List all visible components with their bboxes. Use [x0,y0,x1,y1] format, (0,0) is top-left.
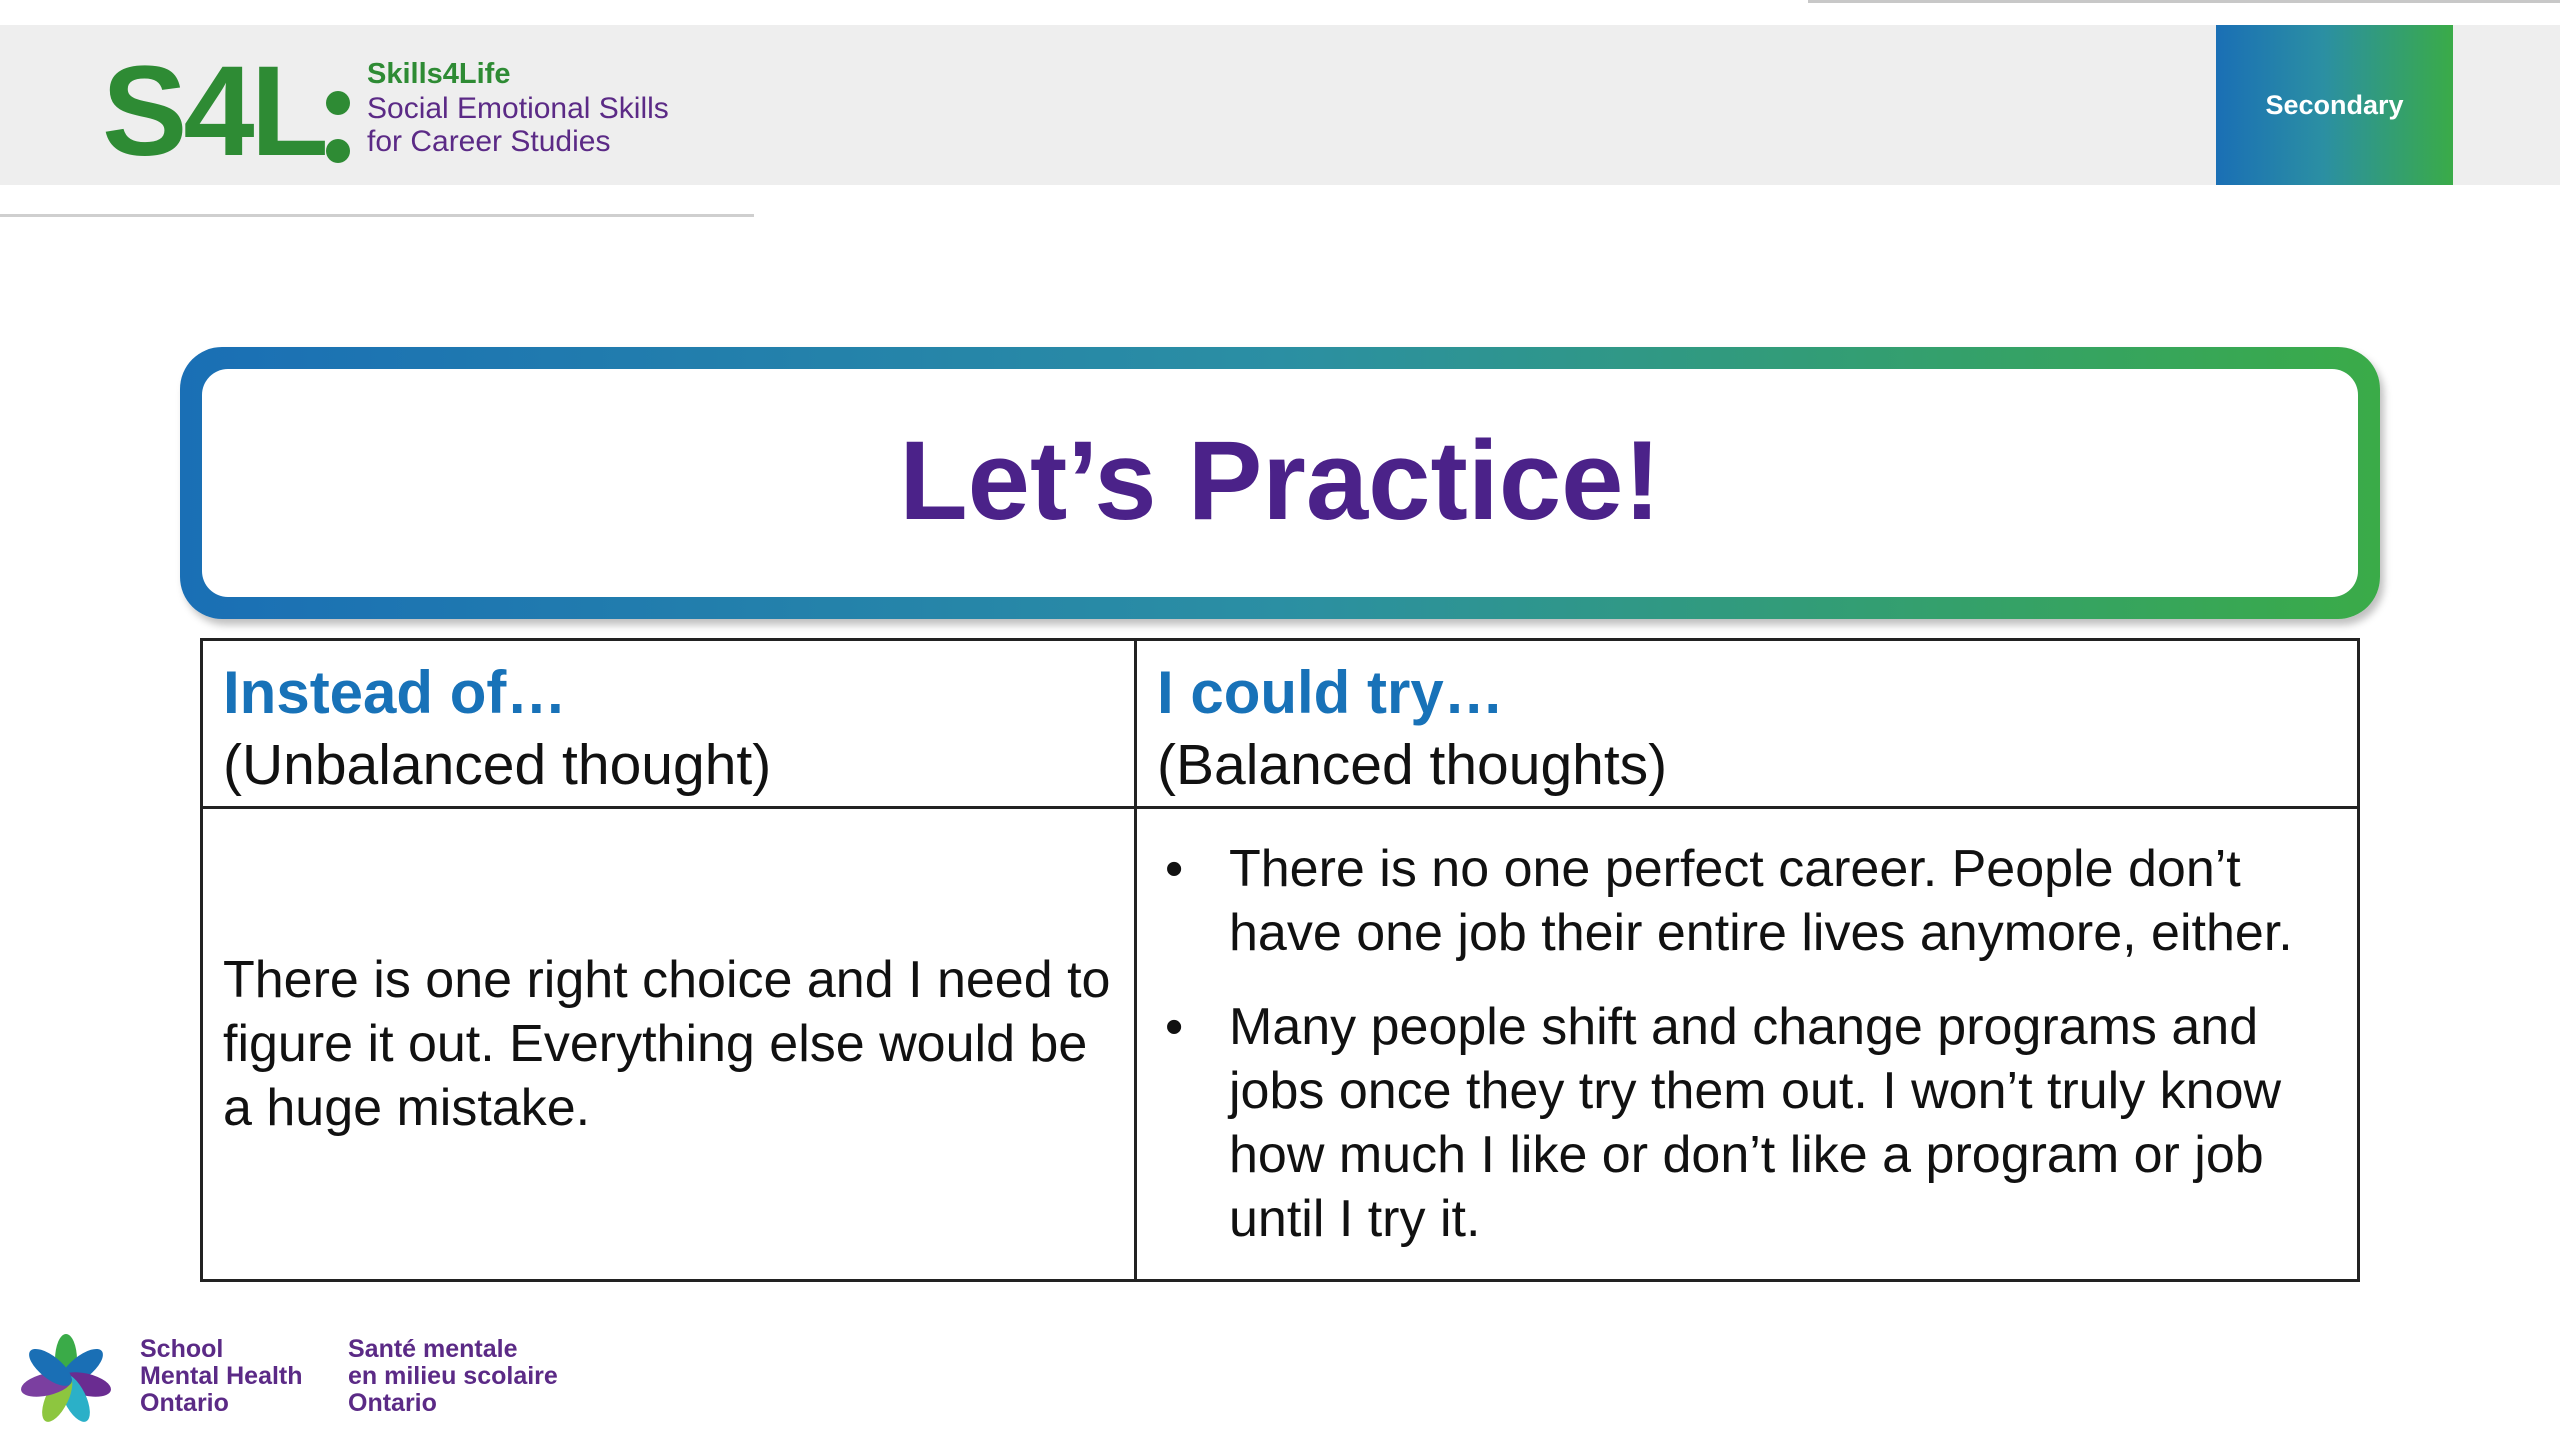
smho-flower-logo-icon [16,1330,116,1430]
bullet-icon: • [1165,998,1184,1056]
logo-colon-icon [326,85,352,165]
column-divider [1134,641,1137,1279]
list-item [1157,995,2337,1251]
s4l-logo-mark: S4L [102,40,325,183]
title-box [202,369,2358,597]
footer-en-line: School [140,1335,224,1363]
logo-text [367,56,669,158]
unbalanced-thought-text: There is one right choice and I need to figure it out. Everything else would be a huge mistake. [223,951,1111,1137]
balanced-thoughts-cell [1157,837,2337,1281]
footer-fr-line: Ontario [348,1389,437,1417]
footer-fr-line: Santé mentale [348,1335,518,1363]
tagline-line-1: Social Emotional Skills [367,92,669,125]
footer-org-french [348,1336,558,1417]
footer-en-line: Ontario [140,1389,229,1417]
brand-name: Skills4Life [367,58,511,90]
footer-fr-line: en milieu scolaire [348,1362,558,1390]
balanced-thought-1: There is no one perfect career. People don’t have one job their entire lives anymore, either. [1229,840,2293,962]
bullet-icon: • [1165,840,1184,898]
secondary-badge: Secondary [2216,25,2453,185]
list-item [1157,837,2337,965]
balanced-thought-2: Many people shift and change programs and jobs once they try them out. I won’t truly know how much I like or don’t like a program or job until I try it. [1229,998,2282,1248]
instead-of-heading: Instead of… [223,659,567,726]
top-rule [1808,0,2560,3]
practice-table [200,638,2360,1282]
footer-en-line: Mental Health [140,1362,303,1390]
slide-title: Let’s Practice! [899,417,1661,543]
header-divider [0,214,754,217]
header-cell-instead-of [223,657,771,801]
unbalanced-subheading: (Unbalanced thought) [223,733,772,797]
balanced-subheading: (Balanced thoughts) [1157,733,1668,797]
unbalanced-thought-cell [223,809,1123,1279]
title-frame [180,347,2380,619]
tagline-line-2: for Career Studies [367,125,611,158]
header-cell-could-try [1157,657,1667,801]
footer-org-english [140,1336,303,1417]
could-try-heading: I could try… [1157,659,1504,726]
